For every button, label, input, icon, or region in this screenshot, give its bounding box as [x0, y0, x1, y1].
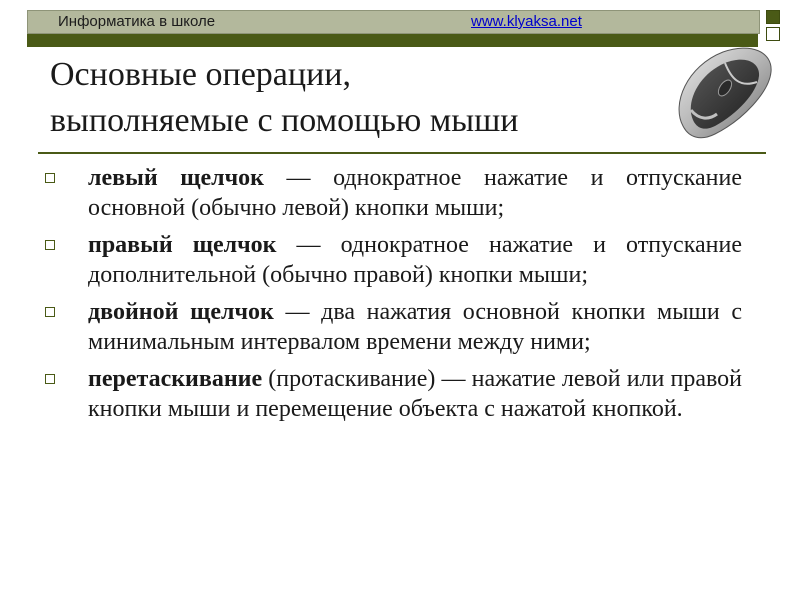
list-item — [42, 230, 742, 290]
site-name: Информатика в школе — [58, 13, 216, 30]
header-bar — [27, 10, 760, 34]
bullet-square-icon — [45, 307, 55, 317]
decor-square — [766, 10, 780, 24]
operations-list — [42, 163, 742, 431]
operation-term: перетаскивание — [88, 366, 263, 392]
slide-title — [50, 52, 670, 144]
slide-title-line-2: выполняемые с помощью мыши — [50, 102, 519, 139]
bullet-square-icon — [45, 240, 55, 250]
computer-mouse-icon — [665, 36, 780, 151]
operation-term: левый щелчок — [88, 165, 264, 191]
bullet-square-icon — [45, 173, 55, 183]
title-divider — [38, 152, 766, 154]
list-item — [42, 297, 742, 357]
bullet-square-icon — [45, 374, 55, 384]
operation-term: двойной щелчок — [88, 299, 274, 325]
slide-title-line-1: Основные операции, — [50, 56, 351, 93]
operation-description: — два нажатия основной кнопки мыши с минимальным интервалом времени между ними; — [88, 299, 742, 355]
list-item — [42, 163, 742, 223]
operation-description: — однократное нажатие и отпускание основной (обычно левой) кнопки мыши; — [88, 165, 742, 221]
site-url-link[interactable]: www.klyaksa.net — [471, 13, 582, 30]
operation-description: (протаскивание) — нажатие левой или правой кнопки мыши и перемещение объекта с нажатой кнопкой. — [88, 366, 742, 422]
list-item — [42, 364, 742, 424]
operation-term: правый щелчок — [88, 232, 277, 258]
header-accent-strip — [27, 34, 758, 47]
operation-description: — однократное нажатие и отпускание дополнительной (обычно правой) кнопки мыши; — [88, 232, 742, 288]
